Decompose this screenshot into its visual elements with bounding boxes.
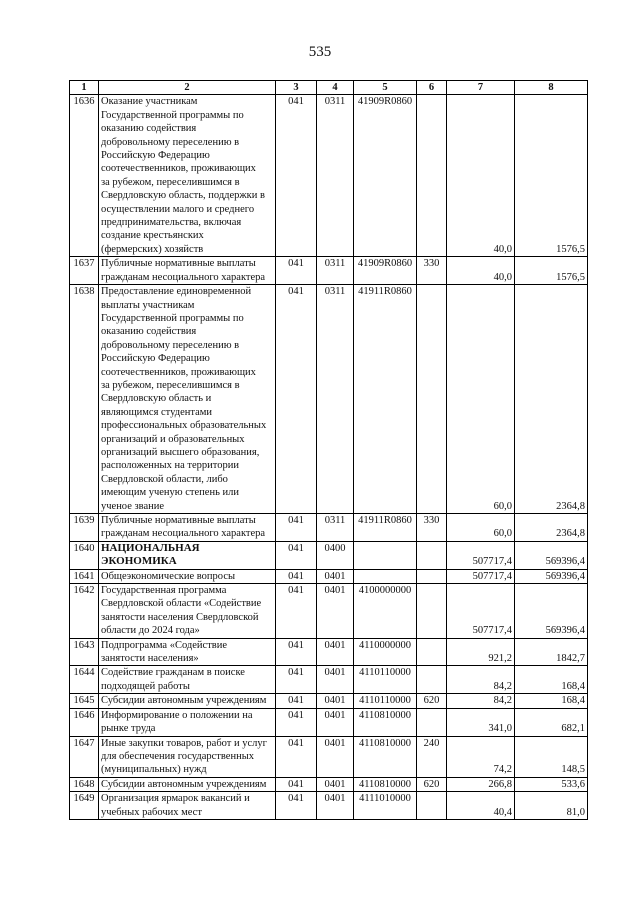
section-code-cell: 0401 <box>317 638 354 666</box>
row-number-cell: 1639 <box>70 514 99 542</box>
amount-2021-cell: 507717,4 <box>447 541 515 569</box>
amount-2022-cell: 533,6 <box>515 777 588 791</box>
budget-table <box>69 80 588 820</box>
amount-2021-cell: 921,2 <box>447 638 515 666</box>
section-code-cell: 0401 <box>317 584 354 639</box>
column-header: 7 <box>447 81 515 95</box>
section-code-cell: 0401 <box>317 708 354 736</box>
expense-type-cell <box>417 541 447 569</box>
table-row <box>70 569 588 583</box>
table-row <box>70 541 588 569</box>
section-code-cell: 0401 <box>317 666 354 694</box>
row-number-cell: 1636 <box>70 95 99 257</box>
amount-2022-cell: 569396,4 <box>515 569 588 583</box>
expense-type-cell <box>417 285 447 514</box>
amount-2022-cell: 569396,4 <box>515 584 588 639</box>
row-number-cell: 1637 <box>70 257 99 285</box>
amount-2021-cell: 266,8 <box>447 777 515 791</box>
target-article-cell: 41909R0860 <box>354 257 417 285</box>
table-row <box>70 257 588 285</box>
amount-2021-cell: 74,2 <box>447 736 515 777</box>
row-number-cell: 1643 <box>70 638 99 666</box>
section-code-cell: 0311 <box>317 257 354 285</box>
amount-2022-cell: 1576,5 <box>515 95 588 257</box>
expense-type-cell: 620 <box>417 694 447 708</box>
row-name-cell: Субсидии автономным учреждениям <box>99 777 276 791</box>
ministry-code-cell: 041 <box>276 95 317 257</box>
expense-type-cell <box>417 569 447 583</box>
column-header: 4 <box>317 81 354 95</box>
amount-2021-cell: 84,2 <box>447 666 515 694</box>
amount-2021-cell: 40,4 <box>447 792 515 820</box>
column-header: 6 <box>417 81 447 95</box>
ministry-code-cell: 041 <box>276 514 317 542</box>
target-article-cell: 41911R0860 <box>354 514 417 542</box>
row-name-cell: Предоставление единовременной выплаты участникам Государственной программы по оказанию содействия добровольному переселению в Российскую Федерацию соотечественников, проживающих за рубежом, переселившимся в Свердловскую область и являющимся студентами профессиональных образовательных организаций и образовательных организаций высшего образования, расположенных на территории Свердловской области, либо имеющим ученую степень или ученое звание <box>99 285 276 514</box>
amount-2022-cell: 81,0 <box>515 792 588 820</box>
target-article-cell <box>354 569 417 583</box>
amount-2021-cell: 507717,4 <box>447 584 515 639</box>
page-number: 535 <box>308 44 332 60</box>
expense-type-cell <box>417 666 447 694</box>
target-article-cell: 41909R0860 <box>354 95 417 257</box>
amount-2022-cell: 168,4 <box>515 694 588 708</box>
ministry-code-cell: 041 <box>276 694 317 708</box>
target-article-cell: 4110810000 <box>354 777 417 791</box>
amount-2022-cell: 569396,4 <box>515 541 588 569</box>
row-name-cell: Государственная программа Свердловской области «Содействие занятости населения Свердловской области до 2024 года» <box>99 584 276 639</box>
table-row <box>70 792 588 820</box>
row-name-cell: Публичные нормативные выплаты гражданам несоциального характера <box>99 257 276 285</box>
expense-type-cell <box>417 95 447 257</box>
target-article-cell: 4110810000 <box>354 708 417 736</box>
expense-type-cell: 330 <box>417 257 447 285</box>
row-name-cell: НАЦИОНАЛЬНАЯ ЭКОНОМИКА <box>99 541 276 569</box>
row-name-cell: Подпрограмма «Содействие занятости населения» <box>99 638 276 666</box>
table-row <box>70 666 588 694</box>
section-code-cell: 0311 <box>317 95 354 257</box>
table-row <box>70 708 588 736</box>
row-number-cell: 1645 <box>70 694 99 708</box>
section-code-cell: 0401 <box>317 777 354 791</box>
table-row <box>70 638 588 666</box>
amount-2022-cell: 1576,5 <box>515 257 588 285</box>
table-row <box>70 777 588 791</box>
table-row <box>70 584 588 639</box>
row-number-cell: 1638 <box>70 285 99 514</box>
ministry-code-cell: 041 <box>276 541 317 569</box>
expense-type-cell: 240 <box>417 736 447 777</box>
section-code-cell: 0401 <box>317 736 354 777</box>
amount-2022-cell: 2364,8 <box>515 285 588 514</box>
expense-type-cell: 620 <box>417 777 447 791</box>
amount-2021-cell: 507717,4 <box>447 569 515 583</box>
ministry-code-cell: 041 <box>276 666 317 694</box>
row-name-cell: Организация ярмарок вакансий и учебных рабочих мест <box>99 792 276 820</box>
column-header: 1 <box>70 81 99 95</box>
section-code-cell: 0401 <box>317 792 354 820</box>
row-name-cell: Субсидии автономным учреждениям <box>99 694 276 708</box>
target-article-cell: 4110000000 <box>354 638 417 666</box>
table-row <box>70 736 588 777</box>
row-number-cell: 1640 <box>70 541 99 569</box>
amount-2021-cell: 40,0 <box>447 257 515 285</box>
amount-2021-cell: 60,0 <box>447 285 515 514</box>
row-name-cell: Оказание участникам Государственной программы по оказанию содействия добровольному переселению в Российскую Федерацию соотечественников, проживающих за рубежом, переселившимся в Свердловскую область, поддержки в осуществлении малого и среднего предпринимательства, включая создание крестьянских (фермерских) хозяйств <box>99 95 276 257</box>
column-header: 2 <box>99 81 276 95</box>
amount-2022-cell: 148,5 <box>515 736 588 777</box>
amount-2021-cell: 60,0 <box>447 514 515 542</box>
expense-type-cell: 330 <box>417 514 447 542</box>
ministry-code-cell: 041 <box>276 257 317 285</box>
amount-2021-cell: 40,0 <box>447 95 515 257</box>
ministry-code-cell: 041 <box>276 569 317 583</box>
row-number-cell: 1641 <box>70 569 99 583</box>
expense-type-cell <box>417 708 447 736</box>
table-row <box>70 694 588 708</box>
amount-2021-cell: 84,2 <box>447 694 515 708</box>
row-number-cell: 1648 <box>70 777 99 791</box>
table-row <box>70 514 588 542</box>
amount-2022-cell: 682,1 <box>515 708 588 736</box>
expense-type-cell <box>417 584 447 639</box>
row-name-cell: Публичные нормативные выплаты гражданам несоциального характера <box>99 514 276 542</box>
expense-type-cell <box>417 638 447 666</box>
section-code-cell: 0401 <box>317 569 354 583</box>
ministry-code-cell: 041 <box>276 792 317 820</box>
section-code-cell: 0311 <box>317 514 354 542</box>
expense-type-cell <box>417 792 447 820</box>
row-number-cell: 1647 <box>70 736 99 777</box>
row-number-cell: 1642 <box>70 584 99 639</box>
section-code-cell: 0401 <box>317 694 354 708</box>
row-number-cell: 1644 <box>70 666 99 694</box>
target-article-cell <box>354 541 417 569</box>
amount-2022-cell: 1842,7 <box>515 638 588 666</box>
ministry-code-cell: 041 <box>276 736 317 777</box>
section-code-cell: 0400 <box>317 541 354 569</box>
amount-2022-cell: 168,4 <box>515 666 588 694</box>
row-name-cell: Иные закупки товаров, работ и услуг для обеспечения государственных (муниципальных) нужд <box>99 736 276 777</box>
ministry-code-cell: 041 <box>276 285 317 514</box>
amount-2021-cell: 341,0 <box>447 708 515 736</box>
target-article-cell: 4110110000 <box>354 666 417 694</box>
column-header: 5 <box>354 81 417 95</box>
target-article-cell: 4111010000 <box>354 792 417 820</box>
ministry-code-cell: 041 <box>276 708 317 736</box>
column-header: 8 <box>515 81 588 95</box>
column-header: 3 <box>276 81 317 95</box>
ministry-code-cell: 041 <box>276 777 317 791</box>
ministry-code-cell: 041 <box>276 638 317 666</box>
table-body <box>70 95 588 820</box>
section-code-cell: 0311 <box>317 285 354 514</box>
row-number-cell: 1649 <box>70 792 99 820</box>
row-name-cell: Общеэкономические вопросы <box>99 569 276 583</box>
target-article-cell: 4100000000 <box>354 584 417 639</box>
table-header-row <box>70 81 588 95</box>
ministry-code-cell: 041 <box>276 584 317 639</box>
row-number-cell: 1646 <box>70 708 99 736</box>
table-row <box>70 95 588 257</box>
target-article-cell: 41911R0860 <box>354 285 417 514</box>
amount-2022-cell: 2364,8 <box>515 514 588 542</box>
target-article-cell: 4110110000 <box>354 694 417 708</box>
row-name-cell: Содействие гражданам в поиске подходящей работы <box>99 666 276 694</box>
row-name-cell: Информирование о положении на рынке труда <box>99 708 276 736</box>
table-row <box>70 285 588 514</box>
target-article-cell: 4110810000 <box>354 736 417 777</box>
